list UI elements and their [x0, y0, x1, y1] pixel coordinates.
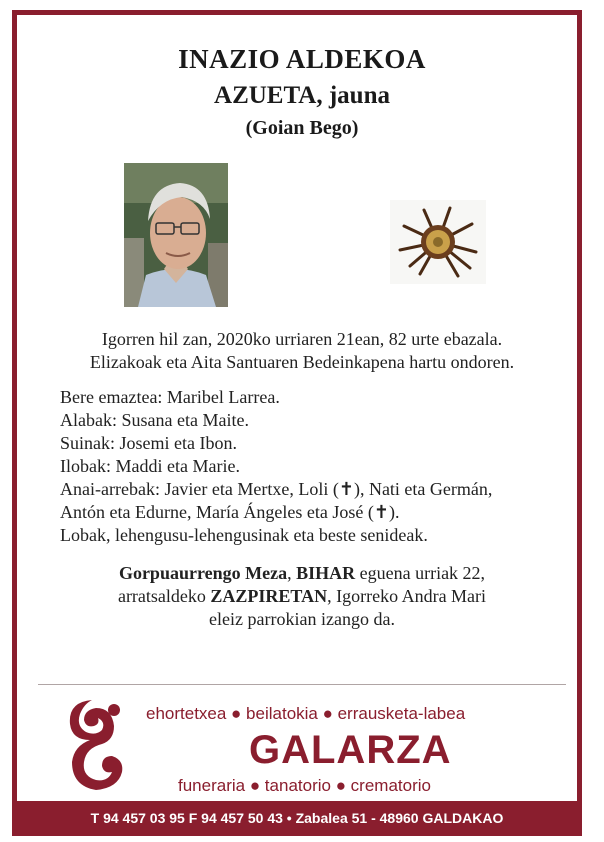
- mass-time: ZAZPIRETAN: [210, 586, 328, 606]
- mass-line-1: Gorpuaurrengo Meza, BIHAR eguena urriak 22,: [118, 563, 486, 583]
- death-notice-line: Igorren hil zan, 2020ko urriaren 21ean, 82 urte ebazala.: [101, 329, 503, 349]
- family-line: Bere emaztea: Maribel Larrea.: [60, 387, 280, 407]
- contact-footer: T 94 457 03 95 F 94 457 50 43 • Zabalea 51 - 48960 GALDAKAO: [12, 801, 582, 836]
- family-line: Suinak: Josemi eta Ibon.: [60, 433, 237, 453]
- mass-line-2: arratsaldeko ZAZPIRETAN, Igorreko Andra Mari: [117, 586, 487, 606]
- thistle-flower-image: [390, 200, 486, 284]
- mass-line-3: eleiz parrokian izango da.: [209, 609, 395, 629]
- tagline-spanish: funeraria ● tanatorio ● crematorio: [178, 776, 431, 795]
- mass-announcement: [0, 562, 604, 631]
- galarza-logo-icon: [62, 696, 130, 792]
- death-notice-line: Elizakoak eta Aita Santuaren Bedeinkapena hartu ondoren.: [89, 352, 515, 372]
- family-list: [60, 386, 492, 547]
- tagline-basque: ehortetxea ● beilatokia ● errausketa-labea: [146, 704, 466, 723]
- divider: [38, 684, 566, 685]
- brand-name: GALARZA: [249, 728, 452, 772]
- mass-day: BIHAR: [296, 563, 356, 583]
- family-line: Anai-arrebak: Javier eta Mertxe, Loli (✝), Nati eta Germán,: [60, 479, 493, 499]
- death-notice: [0, 328, 604, 374]
- deceased-name-line2: AZUETA, jauna: [214, 82, 390, 109]
- deceased-name-line1: INAZIO ALDEKOA: [178, 44, 426, 74]
- portrait-photo: [124, 163, 228, 307]
- family-line: Lobak, lehengusu-lehengusinak eta beste senideak.: [60, 525, 428, 545]
- mass-title: Gorpuaurrengo Meza: [118, 563, 288, 583]
- family-line: Ilobak: Maddi eta Marie.: [60, 456, 240, 476]
- family-line: Alabak: Susana eta Maite.: [60, 410, 249, 430]
- rest-in-peace-text: (Goian Bego): [245, 117, 359, 139]
- family-line: Antón eta Edurne, María Ángeles eta José (✝).: [60, 502, 400, 522]
